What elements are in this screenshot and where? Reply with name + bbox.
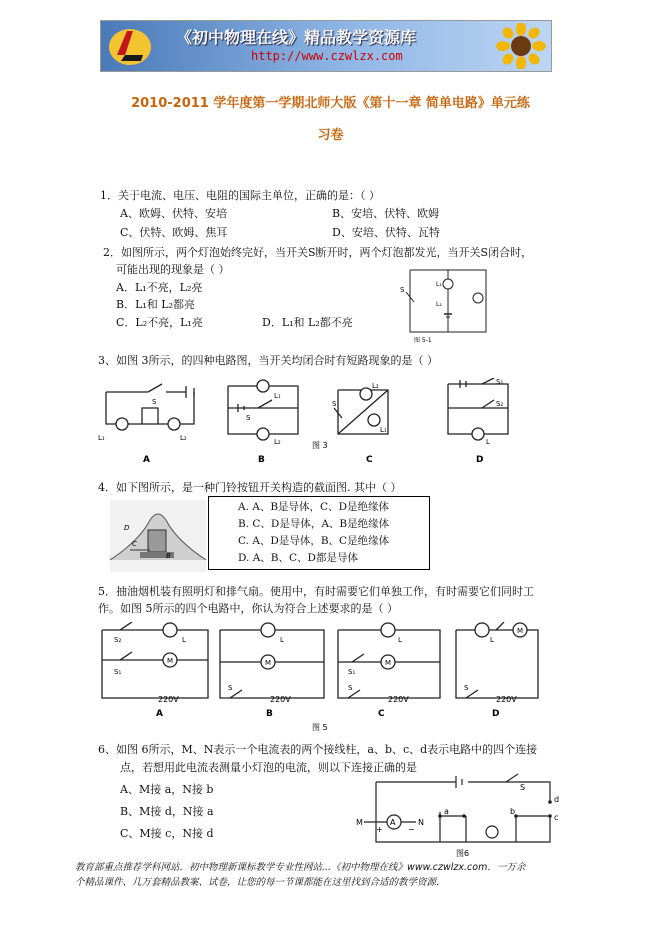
svg-text:L: L xyxy=(486,438,490,446)
q2-option-d: D．L₁和 L₂都不亮 xyxy=(262,316,353,329)
q1-option-b: B、安培、伏特、欧姆 xyxy=(332,207,440,220)
q4-stem: 4．如下图所示，是一种门铃按钮开关构造的截面图. 其中（ ） xyxy=(98,481,402,494)
logo-icon xyxy=(107,25,153,67)
q5-label-d: D xyxy=(492,709,500,719)
svg-text:d: d xyxy=(554,795,560,804)
q2-option-c: C．L₂不亮，L₁亮 xyxy=(116,316,203,329)
q3-stem: 3、如图 3所示，的四种电路图，当开关均闭合时有短路现象的是（ ） xyxy=(98,354,438,367)
svg-text:L: L xyxy=(182,636,186,644)
q5-voltage-a: 220V xyxy=(158,695,179,704)
q2-stem-line2: 可能出现的现象是（ ） xyxy=(116,263,230,276)
q6-circuit-figure xyxy=(356,772,564,860)
svg-text:N: N xyxy=(418,818,424,827)
q5-circuits-figure xyxy=(98,622,546,732)
svg-text:M: M xyxy=(356,818,363,827)
svg-text:M: M xyxy=(265,659,272,667)
svg-text:L₁: L₁ xyxy=(380,426,387,434)
q6-stem-line2: 点，若想用此电流表测量小灯泡的电流，则以下连接正确的是 xyxy=(120,761,417,774)
page-title-line2: 习卷 xyxy=(317,128,344,143)
svg-text:L₂: L₂ xyxy=(274,438,281,446)
svg-text:S₁: S₁ xyxy=(348,668,356,676)
footer-note xyxy=(75,860,595,890)
q5-label-c: C xyxy=(378,709,385,719)
q5-voltage-b: 220V xyxy=(270,695,291,704)
svg-text:D: D xyxy=(124,524,130,532)
q5-stem-line2: 作。如图 5所示的四个电路中，你认为符合上述要求的是（ ） xyxy=(98,602,398,615)
svg-text:S₂: S₂ xyxy=(496,400,504,408)
header-banner xyxy=(100,20,552,72)
svg-text:L₁: L₁ xyxy=(436,281,442,288)
svg-text:S: S xyxy=(348,684,353,692)
q3-fig-caption: 图 3 xyxy=(312,441,328,450)
svg-text:L: L xyxy=(280,636,284,644)
q2-option-a: A．L₁不亮，L₂亮 xyxy=(116,281,203,294)
svg-text:−: − xyxy=(408,825,415,834)
q6-stem-line1: 6、如图 6所示，M、N表示一个电流表的两个接线柱，a、b、c、d表示电路中的四个连接 xyxy=(98,743,538,756)
svg-text:S: S xyxy=(520,783,526,792)
svg-text:M: M xyxy=(517,627,524,635)
svg-text:S: S xyxy=(400,286,405,294)
svg-text:L₂: L₂ xyxy=(372,382,379,390)
q2-circuit-figure xyxy=(398,262,498,344)
q6-fig-caption: 图6 xyxy=(456,849,470,858)
svg-text:c: c xyxy=(554,813,559,822)
svg-text:S: S xyxy=(464,684,469,692)
svg-text:L₁: L₁ xyxy=(98,434,105,442)
svg-text:B: B xyxy=(166,552,171,560)
q3-label-c: C xyxy=(366,455,373,465)
q4-doorbell-figure xyxy=(110,500,206,572)
q1-option-c: C、伏特、欧姆、焦耳 xyxy=(120,226,228,239)
svg-text:S₁: S₁ xyxy=(496,378,504,386)
q3-label-a: A xyxy=(143,455,150,465)
q3-label-d: D xyxy=(476,455,484,465)
svg-text:S: S xyxy=(332,400,337,408)
q4-option-a: A. A、B是导体，C、D是绝缘体 xyxy=(238,501,390,513)
svg-text:b: b xyxy=(510,807,516,816)
q4-option-d: D. A、B、C、D都是导体 xyxy=(238,552,358,564)
q5-stem-line1: 5．抽油烟机装有照明灯和排气扇。使用中，有时需要它们单独工作，有时需要它们同时工 xyxy=(98,585,534,598)
svg-text:M: M xyxy=(167,657,174,665)
svg-text:L₂: L₂ xyxy=(436,301,442,308)
q1-option-a: A、欧姆、伏特、安培 xyxy=(120,207,227,220)
svg-text:L₁: L₁ xyxy=(274,392,281,400)
q3-label-b: B xyxy=(258,455,265,465)
svg-text:C: C xyxy=(132,540,137,548)
q5-voltage-c: 220V xyxy=(388,695,409,704)
footer-line1: 教育部重点推荐学科网站．初中物理新课标教学专业性网站...《初中物理在线》www.czwlzx.com．一万余 xyxy=(75,862,526,873)
svg-text:S: S xyxy=(228,684,233,692)
q6-option-b: B、M接 d，N接 a xyxy=(120,805,214,818)
q2-stem-line1: 2．如图所示，两个灯泡始终完好，当开关S断开时，两个灯泡都发光，当开关S闭合时， xyxy=(103,246,533,259)
q3-circuits-figure xyxy=(98,378,518,466)
q2-option-b: B．L₁和 L₂都亮 xyxy=(116,298,196,311)
q5-label-b: B xyxy=(266,709,273,719)
q1-stem: 1．关于电流、电压、电阻的国际主单位，正确的是：（ ） xyxy=(100,189,380,202)
svg-text:S: S xyxy=(152,398,157,406)
q5-voltage-d: 220V xyxy=(496,695,517,704)
svg-text:+: + xyxy=(376,825,383,834)
sunflower-icon xyxy=(496,23,546,69)
footer-line2: 个精品课件、几万套精品教案、试卷，让您的每一节课都能在这里找到合适的教学资源． xyxy=(75,877,446,888)
q4-option-c: C. A、D是导体，B、C是绝缘体 xyxy=(238,535,390,547)
svg-text:A: A xyxy=(390,818,396,827)
q6-option-c: C、M接 c，N接 d xyxy=(120,827,214,840)
page-title-line1: 2010-2011 学年度第一学期北师大版《第十一章 简单电路》单元练 xyxy=(131,96,530,111)
svg-text:S₂: S₂ xyxy=(114,636,122,644)
svg-text:a: a xyxy=(444,807,449,816)
q4-option-b: B. C、D是导体，A、B是绝缘体 xyxy=(238,518,390,530)
svg-text:L₂: L₂ xyxy=(180,434,187,442)
q6-option-a: A、M接 a，N接 b xyxy=(120,783,214,796)
svg-text:S: S xyxy=(246,414,251,422)
q5-label-a: A xyxy=(156,709,163,719)
svg-text:L: L xyxy=(490,636,494,644)
q5-fig-caption: 图 5 xyxy=(312,723,328,732)
q1-option-d: D、安培、伏特、瓦特 xyxy=(332,226,440,239)
q2-fig-caption: 图 5-1 xyxy=(414,337,432,344)
banner-title: 《初中物理在线》精品教学资源库 xyxy=(176,28,417,47)
svg-text:S₁: S₁ xyxy=(114,668,122,676)
svg-text:L: L xyxy=(398,636,402,644)
banner-url[interactable]: http://www.czwlzx.com xyxy=(251,49,403,63)
svg-text:M: M xyxy=(385,659,392,667)
